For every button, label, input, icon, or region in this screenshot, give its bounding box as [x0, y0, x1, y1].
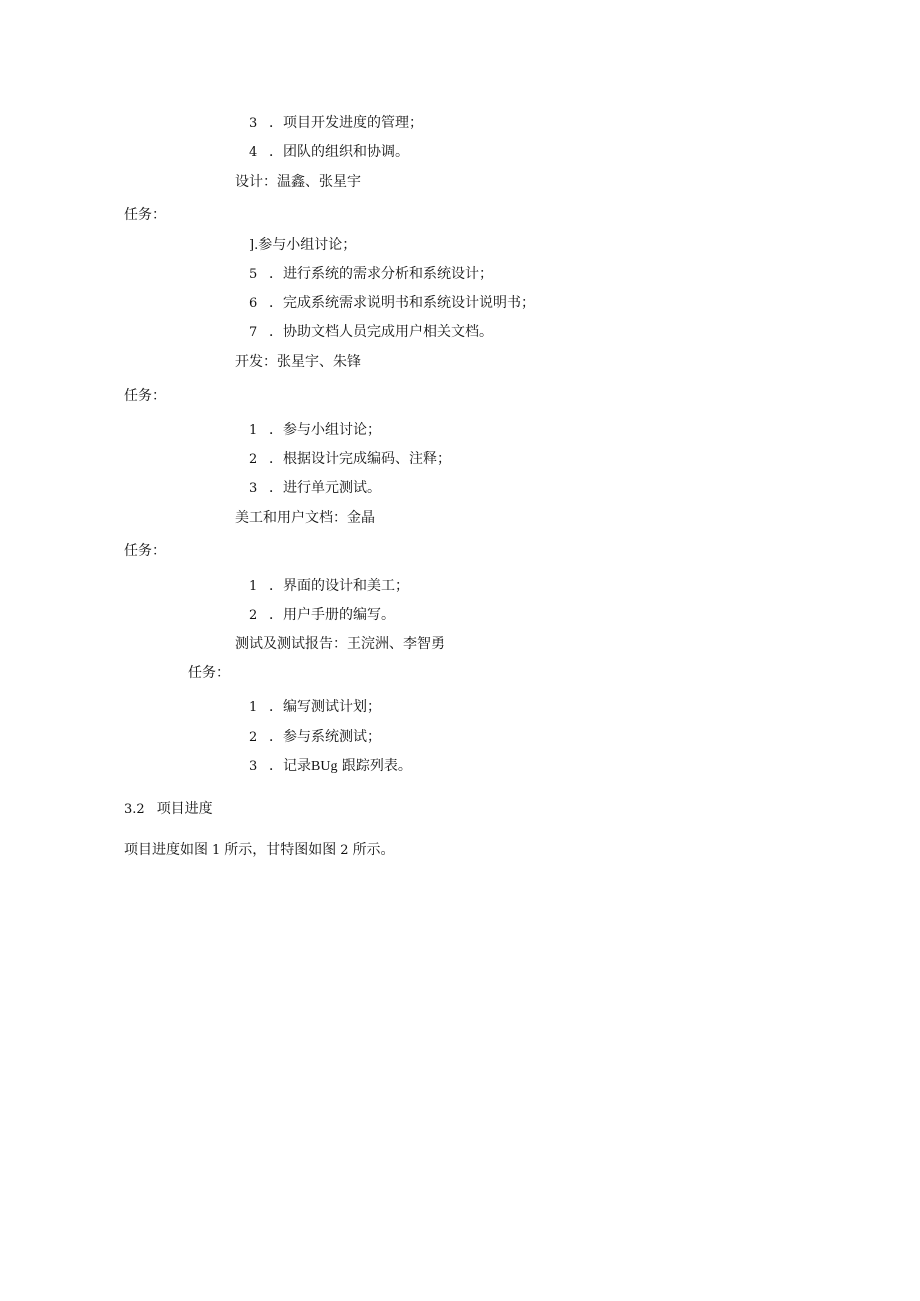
list-number: 1: [249, 423, 258, 438]
bug-term: BUg: [311, 759, 338, 774]
list-text: ．用户手册的编写。: [269, 607, 395, 623]
list-item: [249, 294, 535, 313]
list-number: 3: [249, 481, 258, 496]
list-text-continued: 跟踪列表。: [341, 758, 412, 774]
list-text: ．界面的设计和美工；: [269, 578, 409, 594]
list-number: 2: [249, 452, 258, 467]
list-number: 5: [249, 267, 258, 282]
list-text: ．根据设计完成编码、注释；: [269, 451, 451, 467]
section-heading: [124, 800, 213, 819]
role-heading: 设计：温鑫、张星宇: [235, 174, 361, 190]
list-text: ．参与小组讨论；: [269, 422, 381, 438]
list-number: 7: [249, 325, 258, 340]
list-text: ．完成系统需求说明书和系统设计说明书；: [269, 295, 535, 311]
list-item: [249, 143, 409, 162]
task-label: 任务：: [124, 543, 166, 559]
list-text: ．进行单元测试。: [269, 480, 381, 496]
list-item: [249, 606, 395, 625]
role-heading: 美工和用户文档：金晶: [235, 510, 375, 526]
task-label: 任务：: [188, 665, 230, 681]
list-text: 参与小组讨论；: [258, 237, 357, 253]
list-item: [249, 421, 381, 440]
list-number: 4: [249, 145, 258, 160]
list-item: [249, 114, 423, 133]
role-heading: 开发：张星宇、朱锋: [235, 354, 361, 370]
list-number: 6: [249, 296, 258, 311]
list-item: [249, 577, 409, 596]
list-item: [249, 698, 381, 717]
figure-number: 1: [212, 843, 221, 858]
list-text: ．进行系统的需求分析和系统设计；: [269, 266, 493, 282]
list-number: ].: [249, 238, 259, 253]
list-item: [249, 236, 356, 255]
list-item: [249, 323, 493, 342]
list-text: ．团队的组织和协调。: [269, 144, 409, 160]
list-text: ．参与系统测试；: [269, 729, 381, 745]
list-number: 3: [249, 116, 258, 131]
list-item: [249, 450, 451, 469]
task-label: 任务：: [124, 207, 166, 223]
list-item: [249, 728, 381, 747]
list-number: 3: [249, 759, 258, 774]
list-text: ．项目开发进度的管理；: [269, 115, 423, 131]
figure-number: 2: [340, 843, 349, 858]
list-number: 1: [249, 579, 258, 594]
task-label: 任务：: [124, 388, 166, 404]
section-number: 3.2: [124, 802, 145, 817]
paragraph-text: 所示，甘特图如图: [224, 842, 337, 858]
role-heading: 测试及测试报告：王浣洲、李智勇: [235, 636, 445, 652]
list-item: [249, 479, 381, 498]
list-text: ．协助文档人员完成用户相关文档。: [269, 324, 493, 340]
list-number: 1: [249, 700, 258, 715]
list-text: ．记录: [269, 758, 311, 774]
list-item: [249, 757, 412, 776]
paragraph-text: 项目进度如图: [124, 842, 208, 858]
paragraph-text: 所示。: [352, 842, 395, 858]
body-paragraph: [124, 841, 395, 860]
list-item: [249, 265, 493, 284]
list-text: ．编写测试计划；: [269, 699, 381, 715]
list-number: 2: [249, 608, 258, 623]
section-title: 项目进度: [156, 801, 213, 817]
list-number: 2: [249, 730, 258, 745]
